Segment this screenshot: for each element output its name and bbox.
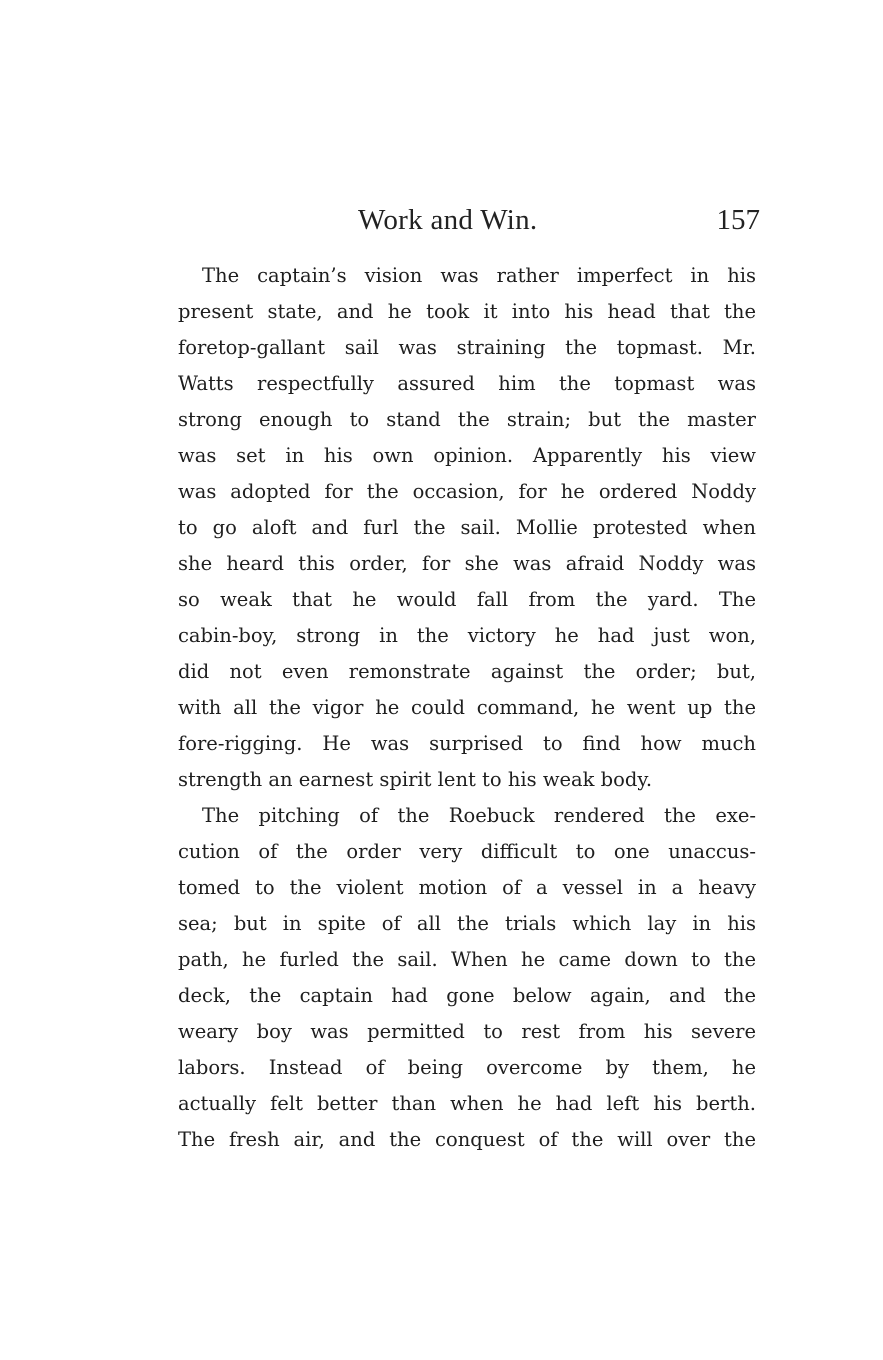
text-line: did not even remonstrate against the order; but, [178,660,756,683]
text-line: foretop-gallant sail was straining the topmast. Mr. [178,336,756,359]
text-line: deck, the captain had gone below again, and the [178,984,756,1007]
text-line: was adopted for the occasion, for he ordered Noddy [178,480,756,503]
text-line: The pitching of the Roebuck rendered the exe- [202,804,756,827]
paragraph-2 [178,798,756,1158]
body-text [178,258,756,1158]
text-line: with all the vigor he could command, he went up the [178,696,756,719]
text-line: Watts respectfully assured him the topmast was [178,372,756,395]
text-line: labors. Instead of being overcome by them, he [178,1056,756,1079]
text-line: cution of the order very difficult to one unaccus- [178,840,756,863]
text-line: weary boy was permitted to rest from his severe [178,1020,756,1043]
text-line: strength an earnest spirit lent to his weak body. [178,768,653,791]
text-line: strong enough to stand the strain; but the master [178,408,756,431]
text-line: The fresh air, and the conquest of the will over the [178,1128,756,1151]
running-header [178,204,760,244]
text-line: tomed to the violent motion of a vessel in a heavy [178,876,756,899]
text-line: was set in his own opinion. Apparently his view [178,444,756,467]
text-line: present state, and he took it into his head that the [178,300,756,323]
text-line: cabin-boy, strong in the victory he had just won, [178,624,756,647]
text-line: actually felt better than when he had left his berth. [178,1092,756,1115]
paragraph-1 [178,258,756,798]
text-line: fore-rigging. He was surprised to find how much [178,732,756,755]
page-number: 157 [716,204,760,236]
text-line: The captain’s vision was rather imperfect in his [202,264,756,287]
text-line: so weak that he would fall from the yard. The [178,588,756,611]
text-line: sea; but in spite of all the trials which lay in his [178,912,756,935]
text-line: path, he furled the sail. When he came down to the [178,948,756,971]
text-line: to go aloft and furl the sail. Mollie protested when [178,516,756,539]
text-line: she heard this order, for she was afraid Noddy was [178,552,756,575]
running-title: Work and Win. [358,204,538,236]
